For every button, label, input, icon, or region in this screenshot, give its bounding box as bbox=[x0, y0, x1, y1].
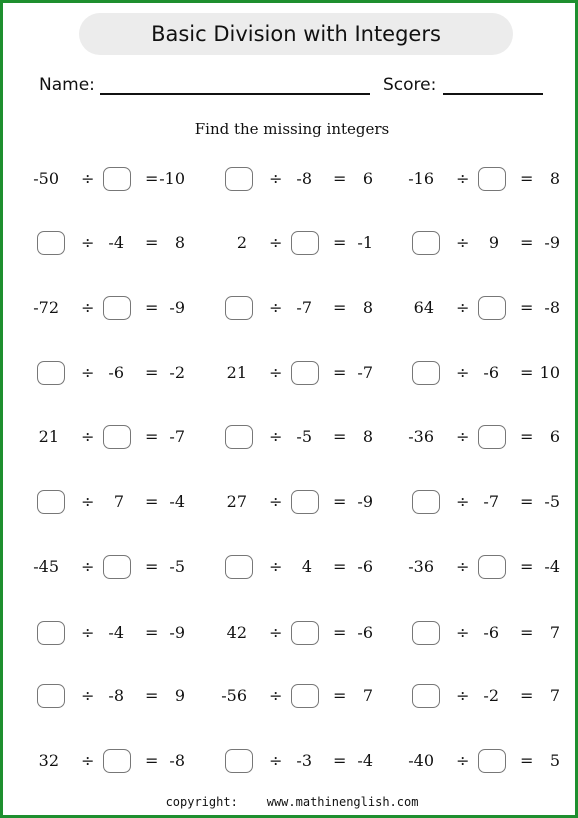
quotient: -5 bbox=[544, 492, 560, 511]
name-label: Name: bbox=[39, 75, 95, 95]
answer-box[interactable] bbox=[37, 231, 65, 255]
dividend: 32 bbox=[38, 751, 59, 770]
divisor: -2 bbox=[483, 686, 499, 705]
division-sign: ÷ bbox=[456, 233, 470, 252]
division-sign: ÷ bbox=[81, 751, 95, 770]
answer-box[interactable] bbox=[478, 296, 506, 320]
division-sign: ÷ bbox=[269, 492, 283, 511]
division-sign: ÷ bbox=[81, 169, 95, 188]
answer-box[interactable] bbox=[225, 296, 253, 320]
answer-box[interactable] bbox=[478, 425, 506, 449]
divisor: -8 bbox=[296, 169, 312, 188]
answer-box[interactable] bbox=[478, 749, 506, 773]
quotient: -2 bbox=[169, 363, 185, 382]
division-sign: ÷ bbox=[81, 686, 95, 705]
quotient: -8 bbox=[169, 751, 185, 770]
answer-box[interactable] bbox=[478, 167, 506, 191]
division-sign: ÷ bbox=[81, 557, 95, 576]
dividend: -36 bbox=[408, 427, 434, 446]
quotient: -8 bbox=[544, 298, 560, 317]
worksheet-title: Basic Division with Integers bbox=[79, 13, 513, 55]
dividend: 21 bbox=[38, 427, 59, 446]
answer-box[interactable] bbox=[37, 684, 65, 708]
division-sign: ÷ bbox=[81, 492, 95, 511]
quotient: 10 bbox=[539, 363, 560, 382]
division-sign: ÷ bbox=[81, 623, 95, 642]
quotient: -7 bbox=[357, 363, 373, 382]
quotient: 8 bbox=[362, 427, 373, 446]
dividend: -50 bbox=[33, 169, 59, 188]
division-sign: ÷ bbox=[81, 298, 95, 317]
division-sign: ÷ bbox=[81, 427, 95, 446]
equals-sign: = bbox=[145, 233, 159, 252]
answer-box[interactable] bbox=[412, 621, 440, 645]
divisor: 4 bbox=[301, 557, 312, 576]
name-score-row bbox=[3, 73, 575, 103]
equals-sign: = bbox=[520, 492, 534, 511]
division-sign: ÷ bbox=[269, 363, 283, 382]
answer-box[interactable] bbox=[225, 425, 253, 449]
equals-sign: = bbox=[333, 751, 347, 770]
division-sign: ÷ bbox=[456, 751, 470, 770]
quotient: 8 bbox=[174, 233, 185, 252]
equals-sign: = bbox=[333, 233, 347, 252]
quotient: -9 bbox=[544, 233, 560, 252]
division-sign: ÷ bbox=[269, 169, 283, 188]
equals-sign: = bbox=[520, 623, 534, 642]
quotient: -5 bbox=[169, 557, 185, 576]
answer-box[interactable] bbox=[291, 490, 319, 514]
quotient: 7 bbox=[549, 623, 560, 642]
answer-box[interactable] bbox=[103, 296, 131, 320]
answer-box[interactable] bbox=[478, 555, 506, 579]
quotient: 6 bbox=[549, 427, 560, 446]
divisor: -8 bbox=[108, 686, 124, 705]
dividend: 42 bbox=[226, 623, 247, 642]
answer-box[interactable] bbox=[37, 361, 65, 385]
footer bbox=[3, 795, 578, 809]
answer-box[interactable] bbox=[37, 490, 65, 514]
quotient: -4 bbox=[169, 492, 185, 511]
division-sign: ÷ bbox=[456, 557, 470, 576]
division-sign: ÷ bbox=[456, 686, 470, 705]
quotient: -6 bbox=[357, 557, 373, 576]
divisor: -7 bbox=[296, 298, 312, 317]
quotient: 7 bbox=[549, 686, 560, 705]
equals-sign: = bbox=[520, 233, 534, 252]
answer-box[interactable] bbox=[225, 749, 253, 773]
division-sign: ÷ bbox=[269, 298, 283, 317]
quotient: -7 bbox=[169, 427, 185, 446]
divisor: -3 bbox=[296, 751, 312, 770]
quotient: 8 bbox=[549, 169, 560, 188]
divisor: -4 bbox=[108, 623, 124, 642]
dividend: -16 bbox=[408, 169, 434, 188]
quotient: 7 bbox=[362, 686, 373, 705]
equals-sign: = bbox=[145, 298, 159, 317]
answer-box[interactable] bbox=[37, 621, 65, 645]
equals-sign: = bbox=[145, 751, 159, 770]
instruction-text: Find the missing integers bbox=[194, 120, 390, 138]
answer-box[interactable] bbox=[225, 555, 253, 579]
answer-box[interactable] bbox=[412, 490, 440, 514]
answer-box[interactable] bbox=[291, 361, 319, 385]
equals-sign: = bbox=[333, 169, 347, 188]
equals-sign: = bbox=[145, 557, 159, 576]
quotient: -9 bbox=[169, 298, 185, 317]
dividend: 27 bbox=[226, 492, 247, 511]
equals-sign: = bbox=[520, 169, 534, 188]
equals-sign: = bbox=[333, 492, 347, 511]
quotient: 8 bbox=[362, 298, 373, 317]
division-sign: ÷ bbox=[456, 363, 470, 382]
division-sign: ÷ bbox=[269, 557, 283, 576]
divisor: 7 bbox=[113, 492, 124, 511]
dividend: 21 bbox=[226, 363, 247, 382]
division-sign: ÷ bbox=[269, 233, 283, 252]
dividend: -56 bbox=[221, 686, 247, 705]
divisor: -7 bbox=[483, 492, 499, 511]
quotient: -6 bbox=[357, 623, 373, 642]
division-sign: ÷ bbox=[456, 298, 470, 317]
name-field[interactable] bbox=[100, 93, 370, 95]
divisor: -4 bbox=[108, 233, 124, 252]
quotient: -4 bbox=[357, 751, 373, 770]
equals-sign: = bbox=[145, 492, 159, 511]
equals-sign: = bbox=[333, 298, 347, 317]
division-sign: ÷ bbox=[81, 233, 95, 252]
divisor: -6 bbox=[483, 363, 499, 382]
dividend: -72 bbox=[33, 298, 59, 317]
dividend: -36 bbox=[408, 557, 434, 576]
equals-sign: = bbox=[333, 363, 347, 382]
quotient: -4 bbox=[544, 557, 560, 576]
website-link[interactable]: www.mathinenglish.com bbox=[266, 795, 419, 809]
equals-sign: = bbox=[145, 623, 159, 642]
dividend: -40 bbox=[408, 751, 434, 770]
equals-sign: = bbox=[145, 363, 159, 382]
quotient: 5 bbox=[549, 751, 560, 770]
equals-sign: = bbox=[520, 686, 534, 705]
divisor: -6 bbox=[108, 363, 124, 382]
answer-box[interactable] bbox=[412, 361, 440, 385]
quotient: 9 bbox=[174, 686, 185, 705]
answer-box[interactable] bbox=[103, 749, 131, 773]
divisor: -5 bbox=[296, 427, 312, 446]
quotient: 6 bbox=[362, 169, 373, 188]
dividend: -45 bbox=[33, 557, 59, 576]
quotient: -9 bbox=[357, 492, 373, 511]
division-sign: ÷ bbox=[81, 363, 95, 382]
score-label: Score: bbox=[383, 75, 437, 95]
divisor: 9 bbox=[488, 233, 499, 252]
division-sign: ÷ bbox=[456, 623, 470, 642]
division-sign: ÷ bbox=[456, 492, 470, 511]
equals-sign: = bbox=[520, 298, 534, 317]
division-sign: ÷ bbox=[269, 751, 283, 770]
quotient: -9 bbox=[169, 623, 185, 642]
equals-sign: = bbox=[333, 557, 347, 576]
quotient: -10 bbox=[159, 169, 185, 188]
copyright-label: copyright: bbox=[165, 795, 238, 809]
equals-sign: = bbox=[520, 751, 534, 770]
answer-box[interactable] bbox=[291, 684, 319, 708]
equals-sign: = bbox=[145, 427, 159, 446]
divisor: -6 bbox=[483, 623, 499, 642]
answer-box[interactable] bbox=[225, 167, 253, 191]
division-sign: ÷ bbox=[456, 169, 470, 188]
answer-box[interactable] bbox=[103, 425, 131, 449]
division-sign: ÷ bbox=[269, 623, 283, 642]
answer-box[interactable] bbox=[103, 555, 131, 579]
answer-box[interactable] bbox=[291, 621, 319, 645]
equals-sign: = bbox=[520, 427, 534, 446]
quotient: -1 bbox=[357, 233, 373, 252]
division-sign: ÷ bbox=[269, 427, 283, 446]
equals-sign: = bbox=[145, 169, 159, 188]
equals-sign: = bbox=[333, 427, 347, 446]
answer-box[interactable] bbox=[412, 231, 440, 255]
equals-sign: = bbox=[520, 363, 534, 382]
score-field[interactable] bbox=[443, 93, 543, 95]
equals-sign: = bbox=[333, 623, 347, 642]
answer-box[interactable] bbox=[291, 231, 319, 255]
equals-sign: = bbox=[145, 686, 159, 705]
dividend: 2 bbox=[236, 233, 247, 252]
division-sign: ÷ bbox=[269, 686, 283, 705]
division-sign: ÷ bbox=[456, 427, 470, 446]
answer-box[interactable] bbox=[103, 167, 131, 191]
equals-sign: = bbox=[520, 557, 534, 576]
equals-sign: = bbox=[333, 686, 347, 705]
dividend: 64 bbox=[413, 298, 434, 317]
answer-box[interactable] bbox=[412, 684, 440, 708]
